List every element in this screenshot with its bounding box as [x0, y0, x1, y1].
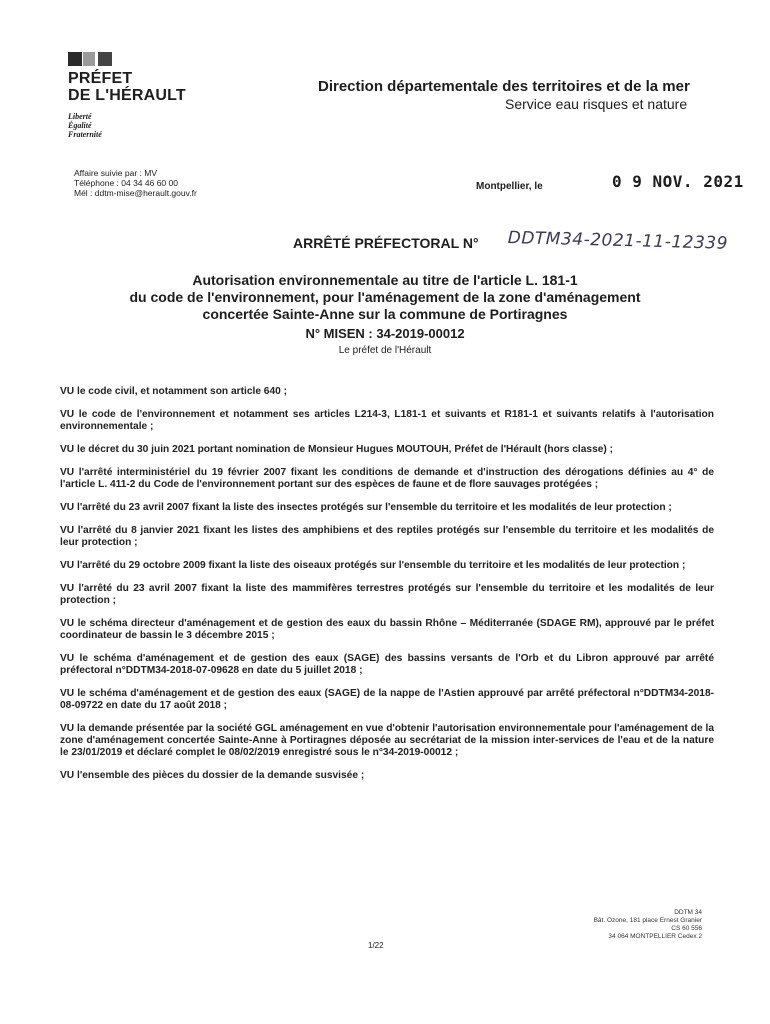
title-line1: Autorisation environnementale au titre de l'article L. 181-1 — [192, 272, 578, 288]
title-line2: du code de l'environnement, pour l'aménagement de la zone d'aménagement — [129, 289, 641, 305]
vu-item: VU le schéma d'aménagement et de gestion des eaux (SAGE) de la nappe de l'Astien approuvé par arrêté préfectoral n°DDTM34-2018-08-09722 en date du 17 août 2018 ; — [60, 688, 714, 711]
page-number: 1/22 — [368, 941, 384, 950]
republic-motto — [68, 112, 102, 139]
vu-item: VU le schéma d'aménagement et de gestion des eaux (SAGE) des bassins versants de l'Orb et du Libron approuvé par arrêté préfectoral n°DDTM34-2018-07-09628 en date du 5 juillet 2018 ; — [60, 653, 714, 676]
date-stamp: 0 9 NOV. 2021 — [612, 172, 744, 191]
vu-list — [60, 386, 714, 793]
footer-line2: Bât. Ozone, 181 place Ernest Granier — [593, 917, 702, 924]
prefet-title — [68, 70, 186, 104]
footer-line1: DDTM 34 — [674, 909, 702, 916]
contact-email: Mél : ddtm-mise@herault.gouv.fr — [74, 188, 197, 198]
title-line3: concertée Sainte-Anne sur la commune de Portiragnes — [202, 306, 568, 322]
marianne-logo-icon — [68, 52, 112, 66]
vu-item: VU l'arrêté du 23 avril 2007 fixant la liste des mammifères terrestres protégés sur l'ensemble du territoire et les modalités de leur protection ; — [60, 583, 714, 606]
document-subtitle: Le préfet de l'Hérault — [338, 345, 432, 356]
contact-affaire: Affaire suivie par : MV — [74, 168, 157, 178]
prefet-line2: DE L'HÉRAULT — [68, 87, 186, 104]
vu-item: VU la demande présentée par la société GGL aménagement en vue d'obtenir l'autorisation environnementale pour l'aménagement de la zone d'aménagement concertée Sainte-Anne à Portiragnes déposée au secrétariat de la mission inter-services de l'eau et de la nature le 23/01/2019 et déclaré complet le 08/02/2019 enregistré sous le n°34-2019-00012 ; — [60, 723, 714, 758]
direction-name: Direction départementale des territoires et de la mer — [318, 78, 690, 95]
prefet-line1: PRÉFET — [68, 70, 133, 87]
motto-liberte: Liberté — [68, 112, 92, 121]
contact-block — [74, 168, 197, 198]
place-label: Montpellier, le — [476, 181, 543, 192]
vu-item: VU l'arrêté du 8 janvier 2021 fixant les listes des amphibiens et des reptiles protégés sur l'ensemble du territoire et les modalités de leur protection ; — [60, 525, 714, 548]
vu-item: VU le code de l'environnement et notamment ses articles L214-3, L181-1 et suivants et R181-1 et suivants relatifs à l'autorisation environnementale ; — [60, 409, 714, 432]
misen-number: N° MISEN : 34-2019-00012 — [305, 326, 465, 341]
motto-fraternite: Fraternité — [68, 130, 102, 139]
vu-item: VU l'arrêté du 29 octobre 2009 fixant la liste des oiseaux protégés sur l'ensemble du territoire et les modalités de leur protection ; — [60, 560, 686, 571]
arrete-label: ARRÊTÉ PRÉFECTORAL N° — [293, 235, 479, 251]
motto-egalite: Égalité — [68, 121, 92, 130]
vu-item: VU le décret du 30 juin 2021 portant nomination de Monsieur Hugues MOUTOUH, Préfet de l'Hérault (hors classe) ; — [60, 444, 614, 455]
contact-telephone: Téléphone : 04 34 46 60 00 — [74, 178, 178, 188]
footer-address — [520, 909, 702, 941]
service-name: Service eau risques et nature — [505, 96, 688, 112]
document-title — [60, 272, 710, 323]
footer-line4: 34 064 MONTPELLIER Cedex 2 — [608, 933, 702, 940]
vu-item: VU l'ensemble des pièces du dossier de la demande susvisée ; — [60, 770, 365, 781]
arrete-handwritten-number: DDTM34-2021-11-12339 — [507, 228, 729, 254]
footer-line3: CS 60 556 — [671, 925, 702, 932]
vu-item: VU le code civil, et notamment son article 640 ; — [60, 386, 288, 397]
vu-item: VU le schéma directeur d'aménagement et de gestion des eaux du bassin Rhône – Méditerranée (SDAGE RM), approuvé par le préfet coordinateur de bassin le 3 décembre 2015 ; — [60, 618, 714, 641]
vu-item: VU l'arrêté interministériel du 19 février 2007 fixant les conditions de demande et d'instruction des dérogations définies au 4° de l'article L. 411-2 du Code de l'environnement portant sur des espèces de faune et de flore sauvages protégées ; — [60, 467, 714, 490]
vu-item: VU l'arrêté du 23 avril 2007 fixant la liste des insectes protégés sur l'ensemble du territoire et les modalités de leur protection ; — [60, 502, 672, 513]
